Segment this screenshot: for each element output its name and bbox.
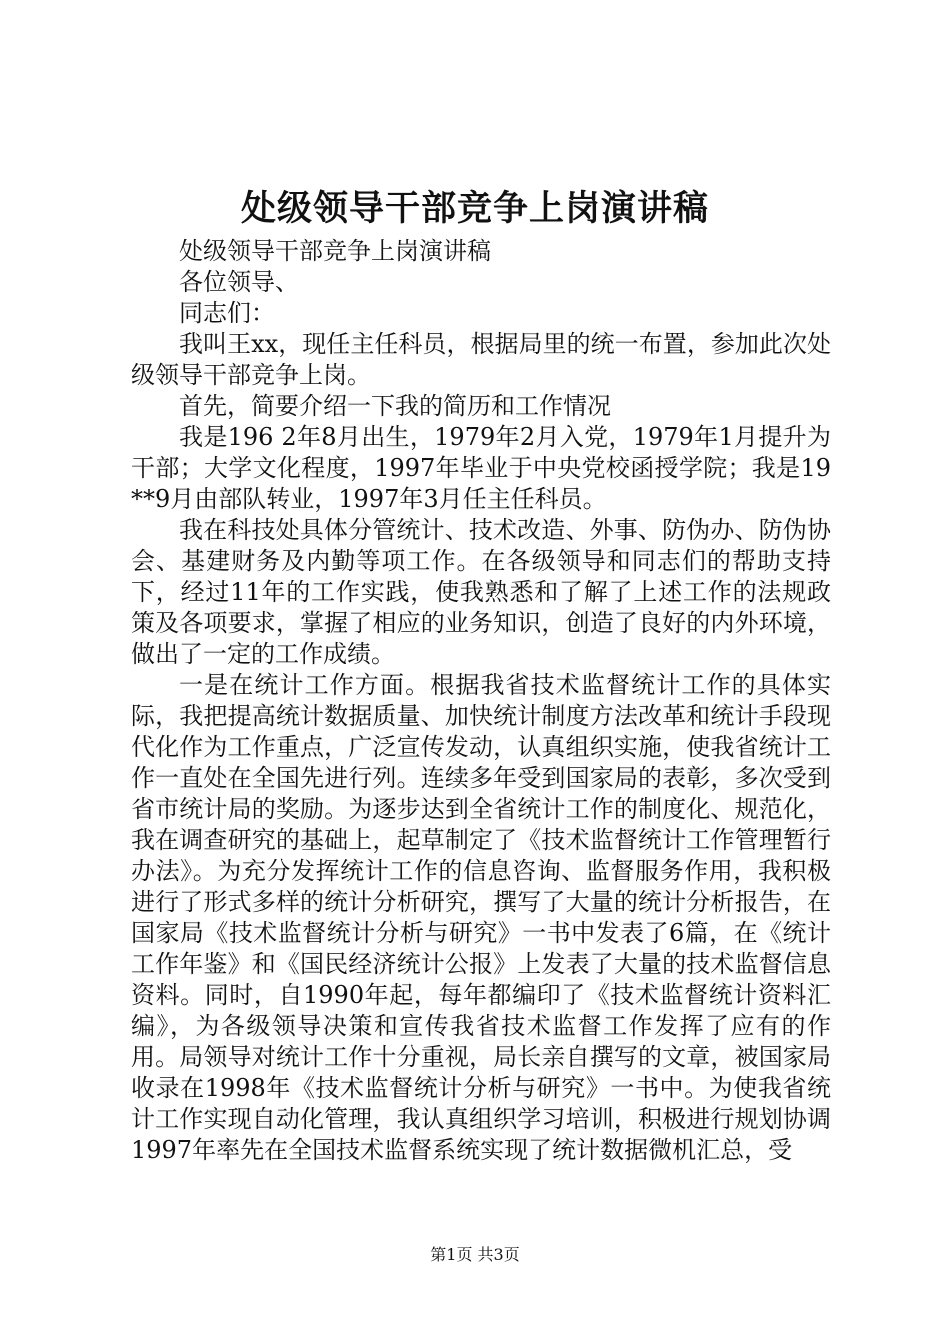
document-body <box>131 236 831 1166</box>
body-paragraph-responsibilities: 我在科技处具体分管统计、技术改造、外事、防伪办、防伪协会、基建财务及内勤等项工作。在各级领导和同志们的帮助支持下，经过11年的工作实践，使我熟悉和了解了上述工作的法规政策及各项要求，掌握了相应的业务知识，创造了良好的内外环境，做出了一定的工作成绩。 <box>131 516 831 668</box>
body-paragraph-section-heading: 首先，简要介绍一下我的简历和工作情况 <box>179 392 611 420</box>
page-number: 第1页 共3页 <box>430 1245 520 1264</box>
body-paragraph-resume: 我是196 2年8月出生，1979年2月入党，1979年1月提升为干部；大学文化程度，1997年毕业于中央党校函授学院；我是19**9月由部队转业，1997年3月任主任科员。 <box>131 423 831 513</box>
body-paragraph-salutation-1: 各位领导、 <box>179 268 299 296</box>
body-paragraph-subtitle: 处级领导干部竞争上岗演讲稿 <box>179 237 491 265</box>
document-title: 处级领导干部竞争上岗演讲稿 <box>240 188 709 229</box>
body-paragraph-statistics-work: 一是在统计工作方面。根据我省技术监督统计工作的具体实际，我把提高统计数据质量、加快统计制度方法改革和统计手段现代化作为工作重点，广泛宣传发动，认真组织实施，使我省统计工作一直处在全国先进行列。连续多年受到国家局的表彰，多次受到省市统计局的奖励。为逐步达到全省统计工作的制度化、规范化，我在调查研究的基础上，起草制定了《技术监督统计工作管理暂行办法》。为充分发挥统计工作的信息咨询、监督服务作用，我积极进行了形式多样的统计分析研究，撰写了大量的统计分析报告，在国家局《技术监督统计分析与研究》一书中发表了6篇，在《统计工作年鉴》和《国民经济统计公报》上发表了大量的技术监督信息资料。同时，自1990年起，每年都编印了《技术监督统计资料汇编》，为各级领导决策和宣传我省技术监督工作发挥了应有的作用。局领导对统计工作十分重视，局长亲自撰写的文章，被国家局收录在1998年《技术监督统计分析与研究》一书中。为使我省统计工作实现自动化管理，我认真组织学习培训，积极进行规划协调1997年率先在全国技术监督系统实现了统计数据微机汇总，受 <box>131 671 831 1164</box>
body-paragraph-introduction: 我叫王xx，现任主任科员，根据局里的统一布置，参加此次处级领导干部竞争上岗。 <box>131 330 831 389</box>
body-paragraph-salutation-2: 同志们： <box>179 299 275 327</box>
